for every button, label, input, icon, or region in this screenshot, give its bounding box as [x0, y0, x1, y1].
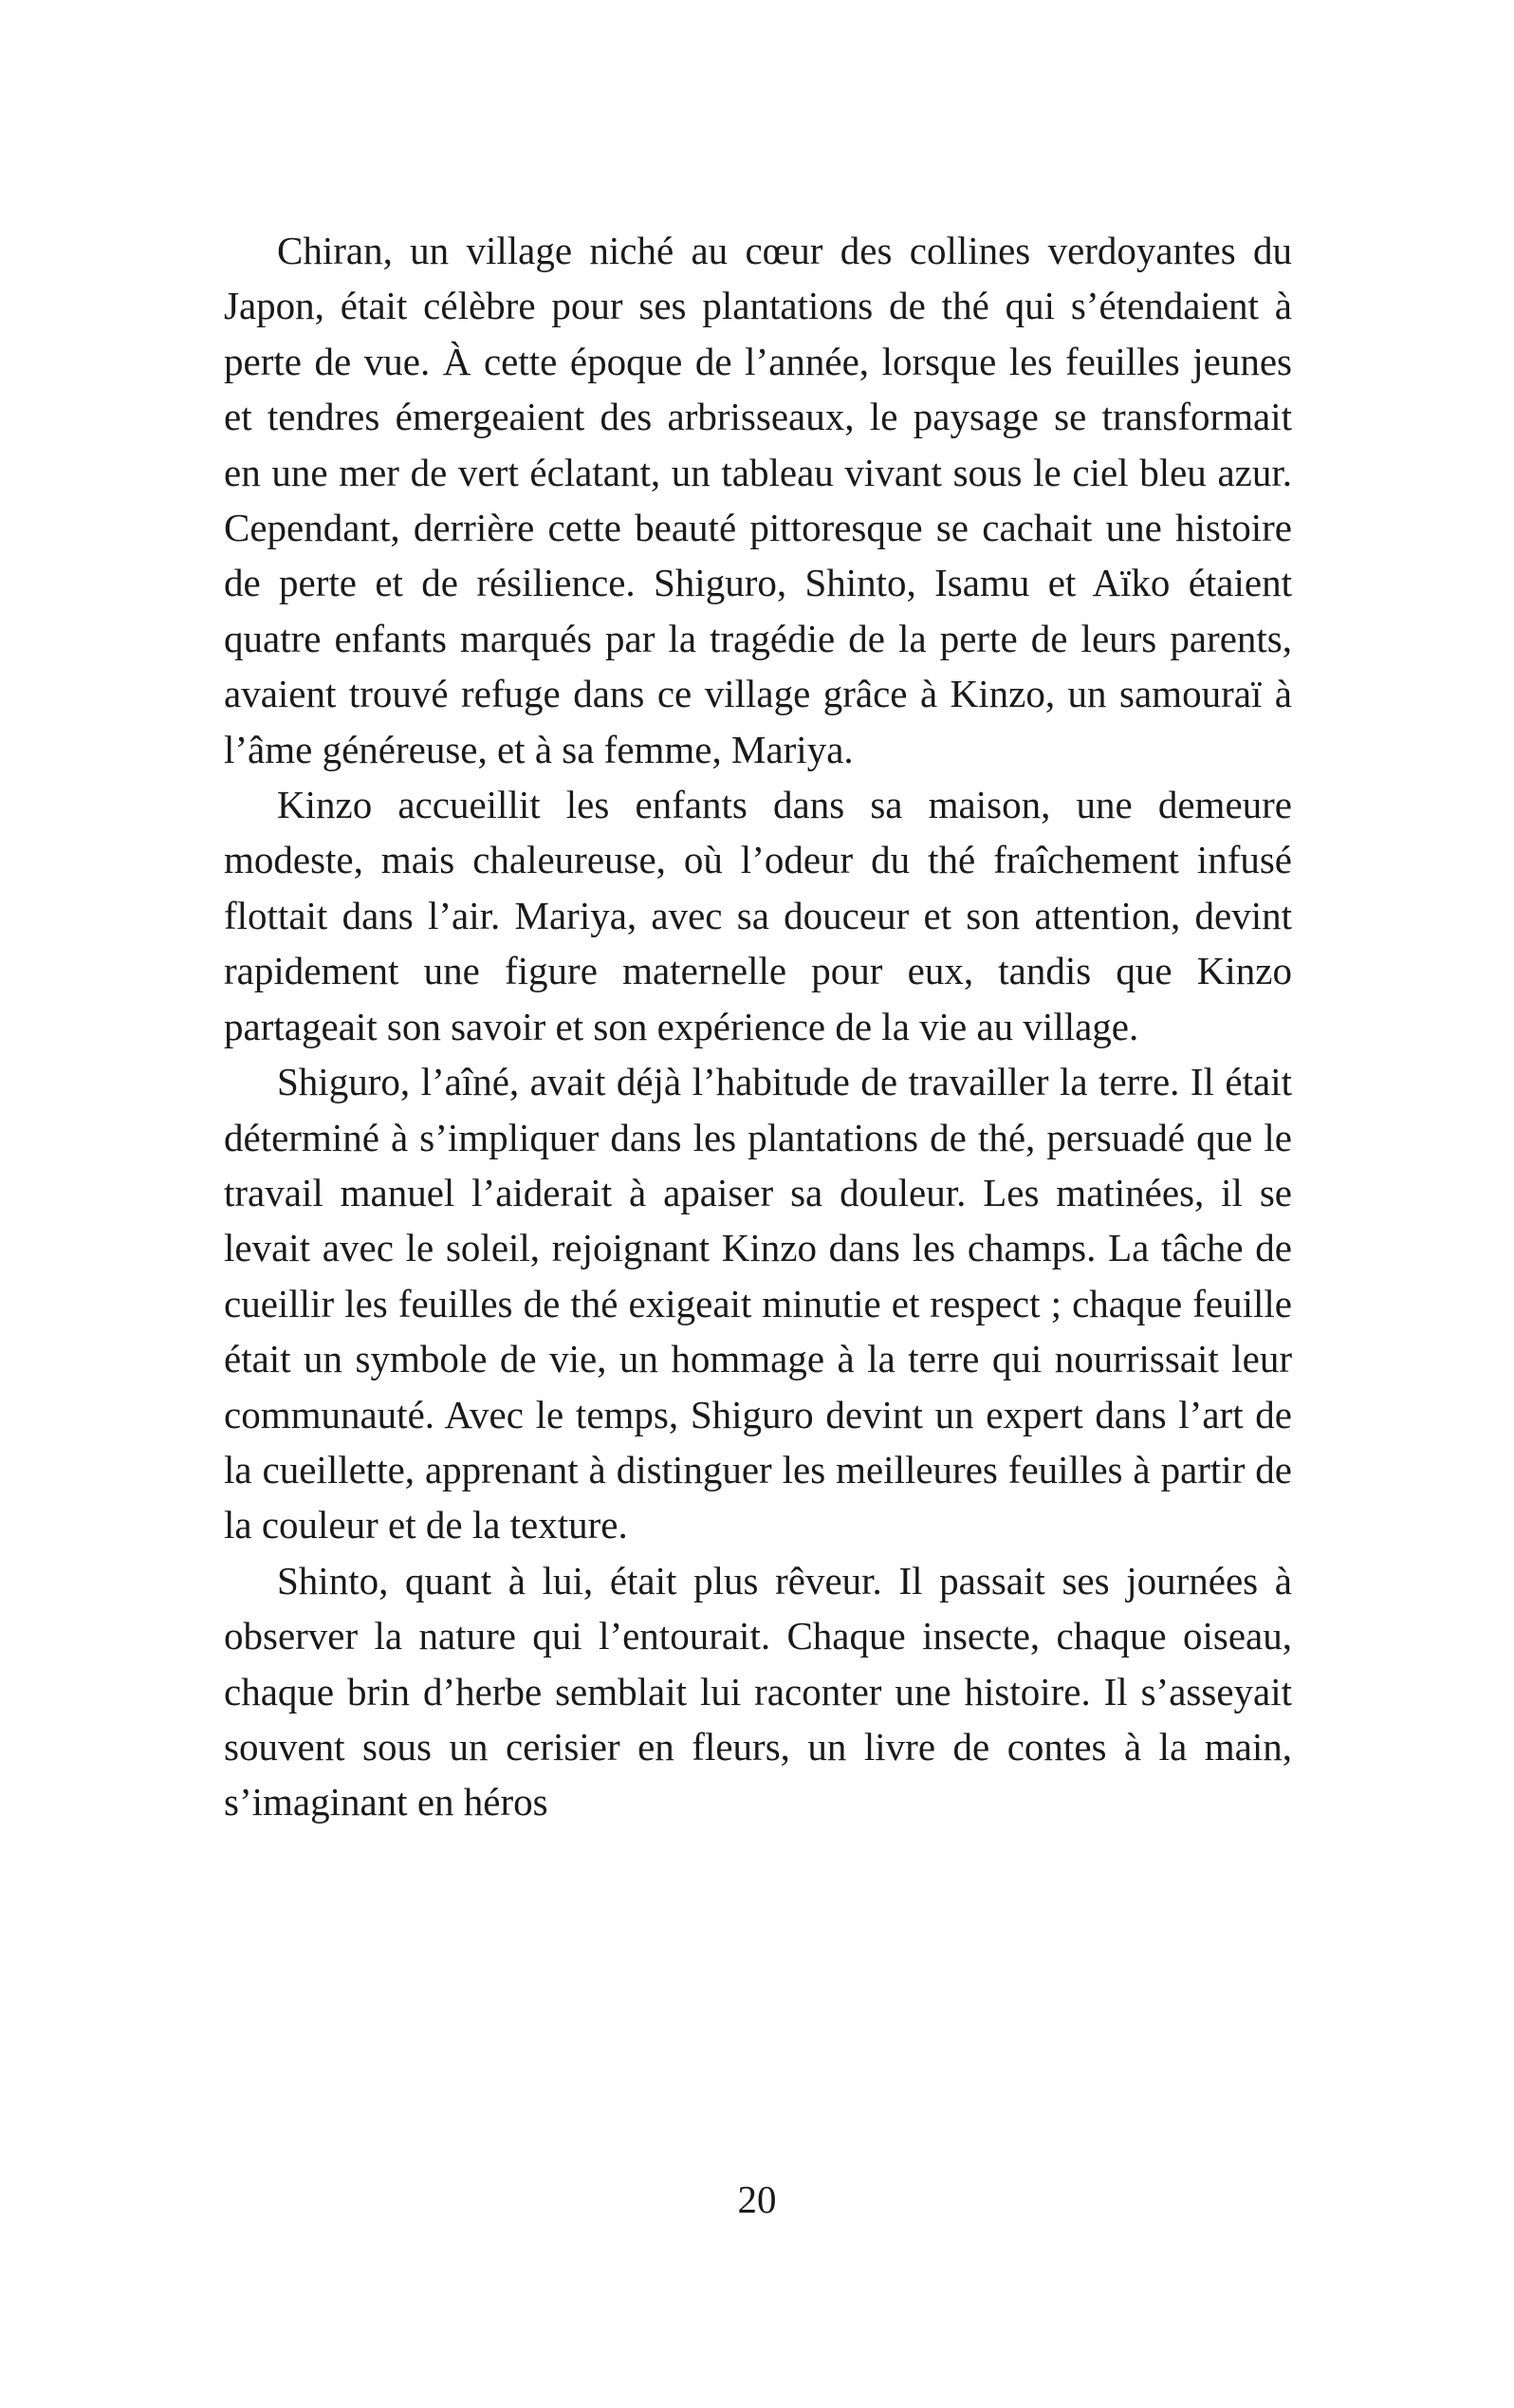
- page-number: 20: [737, 2177, 777, 2221]
- paragraph-1: Chiran, un village niché au cœur des collines verdoyantes du Japon, était célèbre pour ses plantations de thé qui s’étendaient à perte de vue. À cette époque de l’année, lorsque les feuilles jeunes et tendres émergeaient des arbrisseaux, le paysage se transformait en une mer de vert éclatant, un tableau vivant sous le ciel bleu azur. Cependant, derrière cette beauté pittoresque se cachait une histoire de perte et de résilience. Shiguro, Shinto, Isamu et Aïko étaient quatre enfants marqués par la tragédie de la perte de leurs parents, avaient trouvé refuge dans ce village grâce à Kinzo, un samouraï à l’âme généreuse, et à sa femme, Mariya.: [224, 229, 1292, 771]
- paragraph-2: Kinzo accueillit les enfants dans sa maison, une demeure modeste, mais chaleureuse, où l’odeur du thé fraîchement infusé flottait dans l’air. Mariya, avec sa douceur et son attention, devint rapidement une figure maternelle pour eux, tandis que Kinzo partageait son savoir et son expérience de la vie au village.: [224, 783, 1292, 1048]
- body-text: [224, 223, 1292, 1830]
- paragraph-4: Shinto, quant à lui, était plus rêveur. Il passait ses journées à observer la nature qui l’entourait. Chaque insecte, chaque oiseau, chaque brin d’herbe semblait lui raconter une histoire. Il s’asseyait souvent sous un cerisier en fleurs, un livre de contes à la main, s’imaginant en héros: [224, 1558, 1292, 1825]
- paragraph-3: Shiguro, l’aîné, avait déjà l’habitude de travailler la terre. Il était déterminé à s’impliquer dans les plantations de thé, persuadé que le travail manuel l’aiderait à apaiser sa douleur. Les matinées, il se levait avec le soleil, rejoignant Kinzo dans les champs. La tâche de cueillir les feuilles de thé exigeait minutie et respect ; chaque feuille était un symbole de vie, un hommage à la terre qui nourrissait leur communauté. Avec le temps, Shiguro devint un expert dans l’art de la cueillette, apprenant à distinguer les meilleures feuilles à partir de la couleur et de la texture.: [224, 1060, 1292, 1547]
